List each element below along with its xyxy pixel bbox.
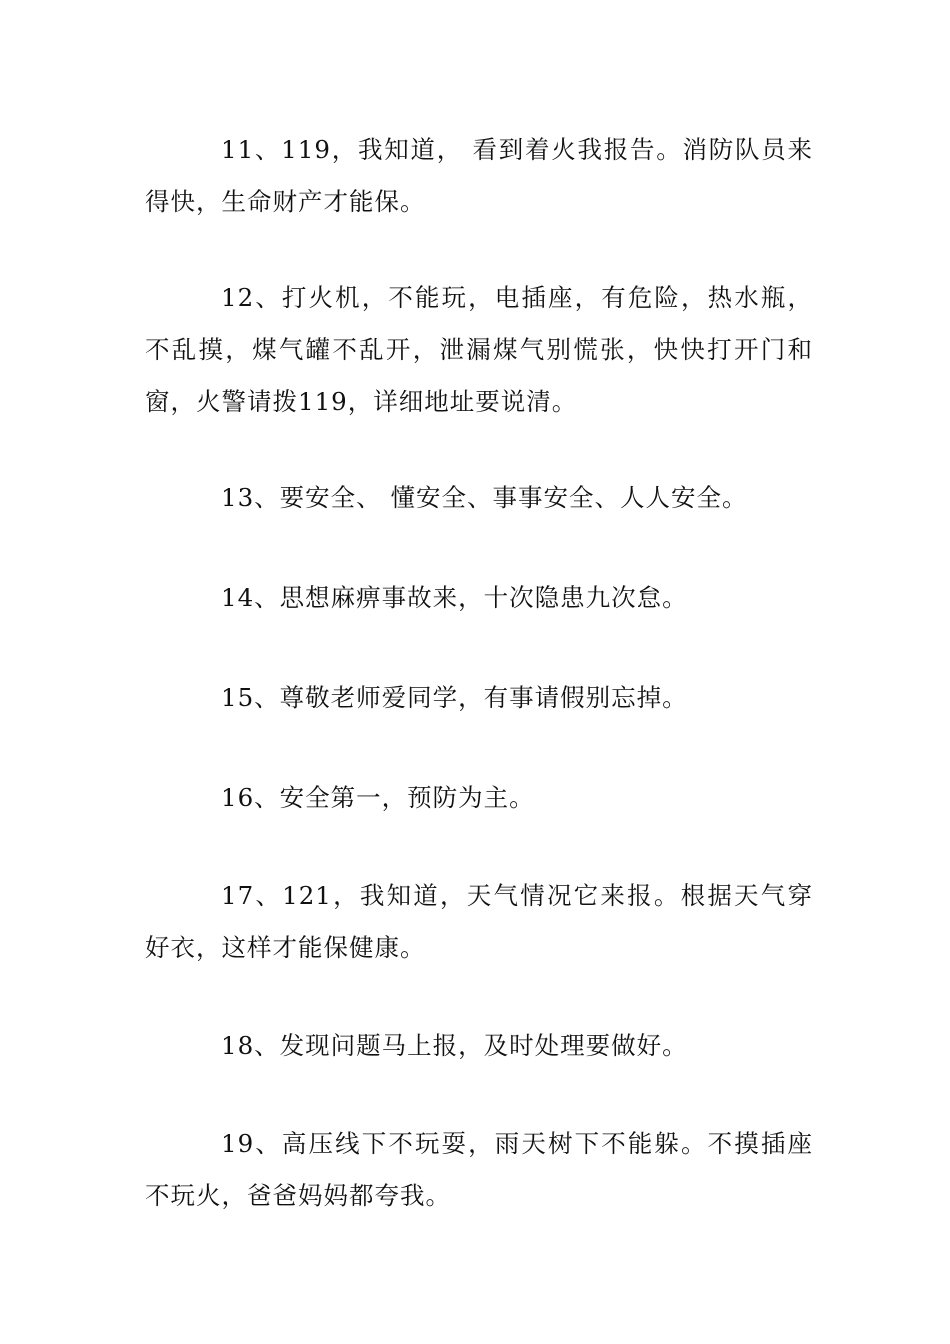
paragraph-14: 14、思想麻痹事故来，十次隐患九次怠。 <box>221 583 688 612</box>
paragraph-19: 19、高压线下不玩耍，雨天树下不能躲。不摸插座不玩火，爸爸妈妈都夸我。 <box>145 1129 813 1210</box>
paragraph-16: 16、安全第一，预防为主。 <box>221 783 535 812</box>
paragraph-18: 18、发现问题马上报，及时处理要做好。 <box>221 1031 688 1060</box>
paragraph-17: 17、121，我知道，天气情况它来报。根据天气穿好衣，这样才能保健康。 <box>145 881 813 962</box>
paragraph-12: 12、打火机，不能玩，电插座，有危险，热水瓶，不乱摸，煤气罐不乱开，泄漏煤气别慌张，快快打开门和窗，火警请拨119，详细地址要说清。 <box>145 283 813 416</box>
paragraph-15: 15、尊敬老师爱同学，有事请假别忘掉。 <box>221 683 688 712</box>
paragraph-13: 13、要安全、 懂安全、事事安全、人人安全。 <box>221 483 748 512</box>
paragraph-11: 11、119，我知道， 看到着火我报告。消防队员来得快，生命财产才能保。 <box>145 135 813 216</box>
